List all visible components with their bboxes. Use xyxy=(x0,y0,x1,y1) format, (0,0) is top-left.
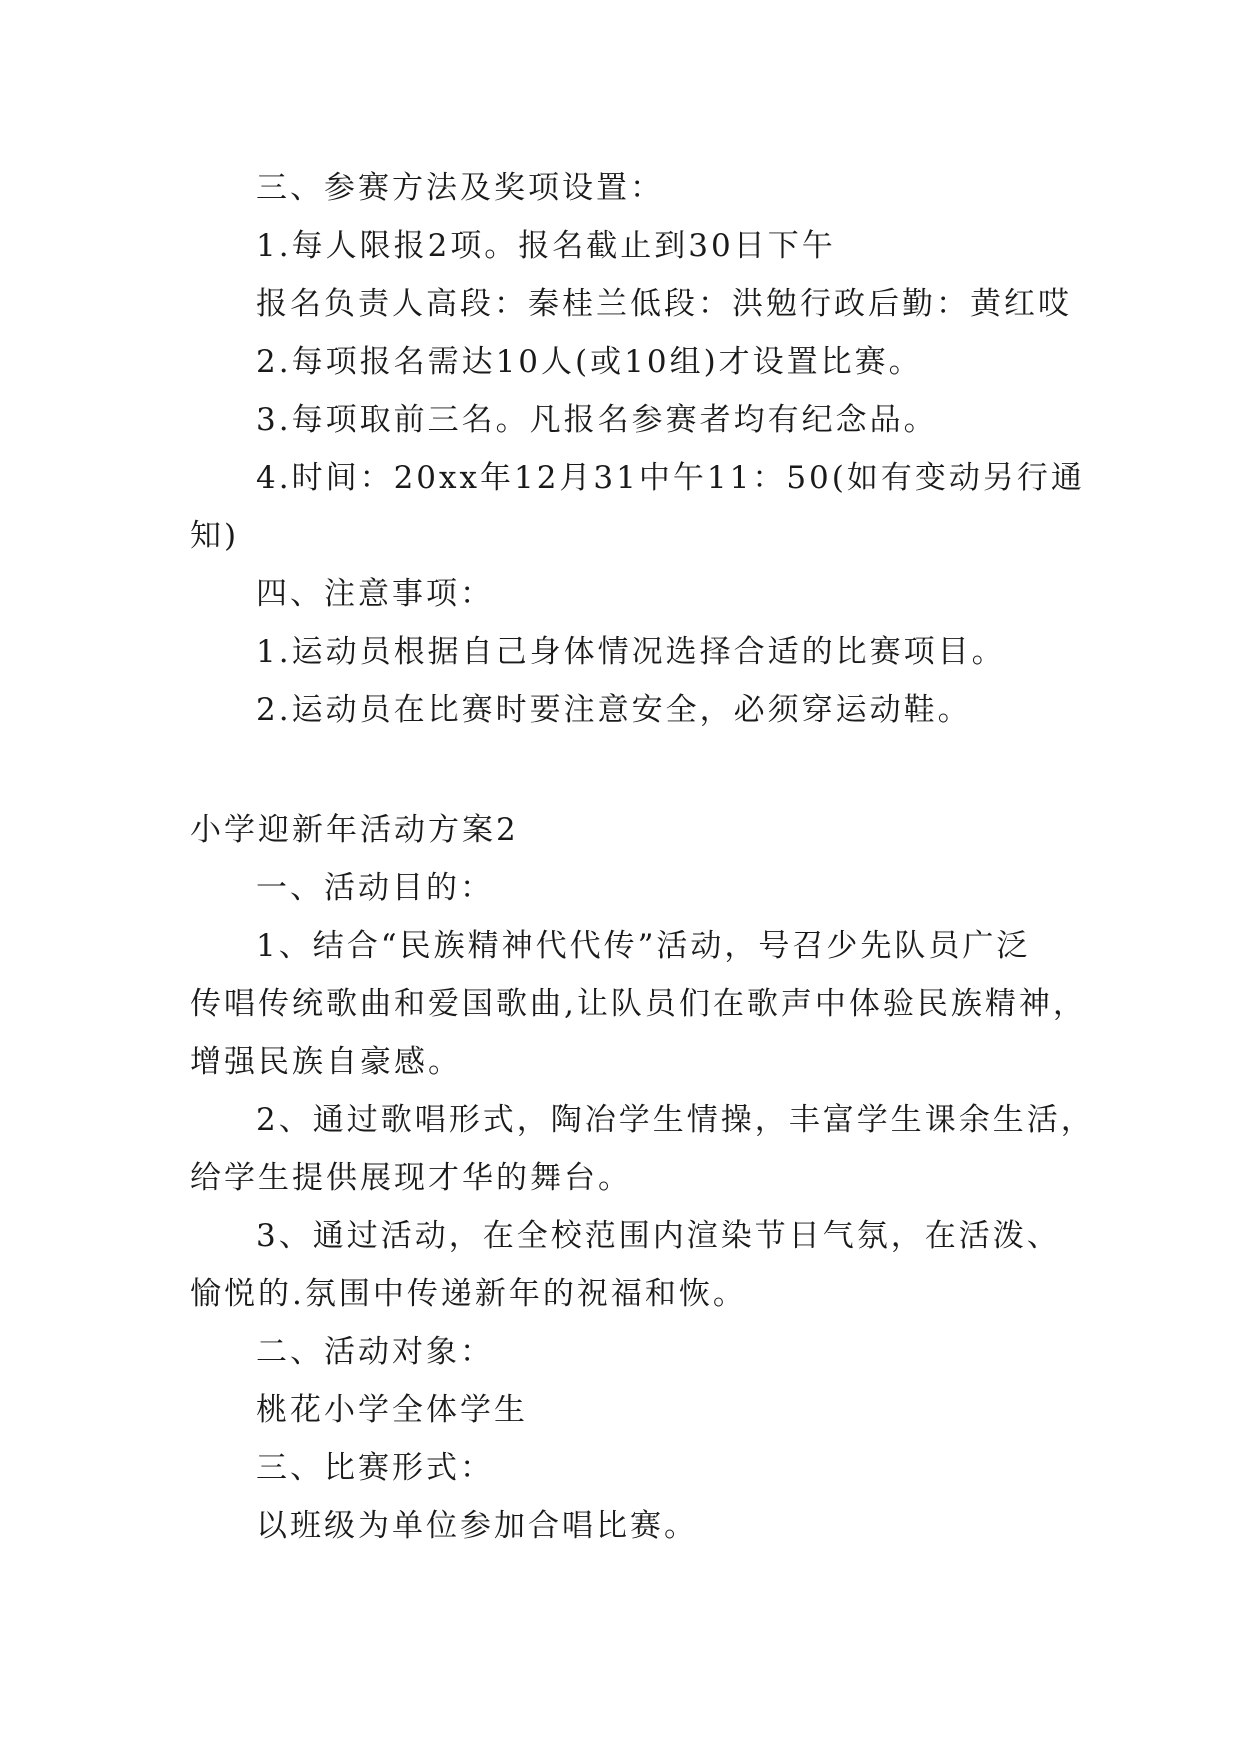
paragraph-line: 2、通过歌唱形式，陶冶学生情操，丰富学生课余生活， xyxy=(256,1102,1095,1138)
paragraph-line: 愉悦的.氛围中传递新年的祝福和恢。 xyxy=(190,1276,747,1312)
paragraph-line: 3、通过活动，在全校范围内渲染节日气氛，在活泼、 xyxy=(256,1218,1061,1254)
paragraph-line: 3.每项取前三名。凡报名参赛者均有纪念品。 xyxy=(256,402,938,438)
paragraph-line: 给学生提供展现才华的舞台。 xyxy=(190,1160,632,1196)
section-1-text xyxy=(190,159,1085,739)
paragraph-line: 增强民族自豪感。 xyxy=(190,1044,462,1080)
heading-activity-purpose: 一、活动目的： xyxy=(256,870,494,906)
paragraph-line: 1、结合“民族精神代代传”活动，号召少先队员广泛 xyxy=(256,928,1031,964)
paragraph-line: 报名负责人高段：秦桂兰低段：洪勉行政后勤：黄红哎 xyxy=(256,286,1072,322)
paragraph-line: 2.运动员在比赛时要注意安全，必须穿运动鞋。 xyxy=(256,692,972,728)
paragraph-line: 以班级为单位参加合唱比赛。 xyxy=(256,1508,698,1544)
paragraph-line: 4.时间：20xx年12月31中午11：50(如有变动另行通 xyxy=(256,460,1085,496)
heading-participation-and-awards: 三、参赛方法及奖项设置： xyxy=(256,170,664,206)
heading-notes: 四、注意事项： xyxy=(256,576,494,612)
heading-activity-target: 二、活动对象： xyxy=(256,1334,494,1370)
paragraph-line: 桃花小学全体学生 xyxy=(256,1392,528,1428)
heading-competition-format: 三、比赛形式： xyxy=(256,1450,494,1486)
section-2-text xyxy=(190,801,1095,1555)
paragraph-line: 1.运动员根据自己身体情况选择合适的比赛项目。 xyxy=(256,634,1006,670)
paragraph-line: 2.每项报名需达10人(或10组)才设置比赛。 xyxy=(256,344,923,380)
document-title: 小学迎新年活动方案2 xyxy=(190,812,519,848)
paragraph-line: 传唱传统歌曲和爱国歌曲,让队员们在歌声中体验民族精神， xyxy=(190,986,1087,1022)
paragraph-line: 知) xyxy=(190,518,240,554)
paragraph-line: 1.每人限报2项。报名截止到30日下午 xyxy=(256,228,836,264)
